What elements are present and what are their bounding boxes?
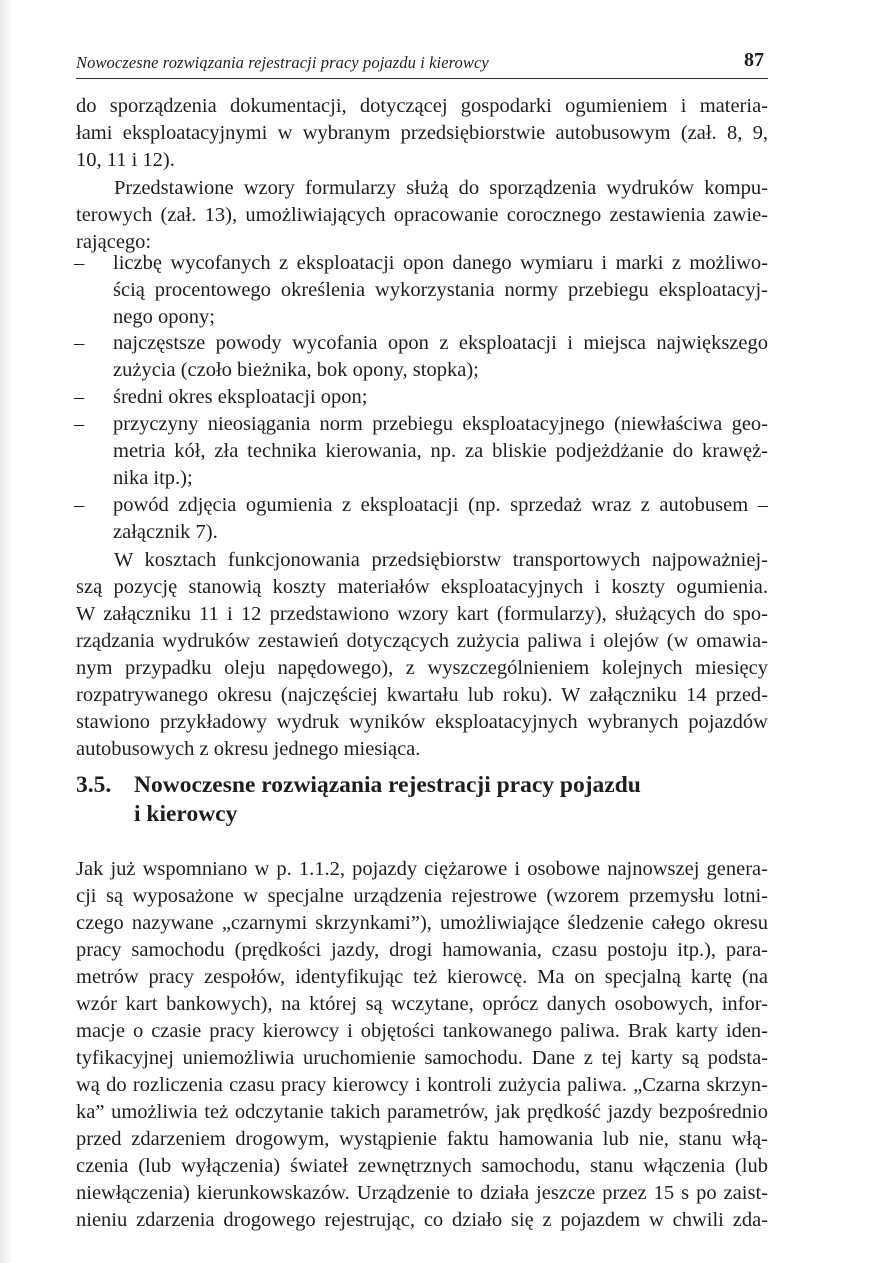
scan-page-edge — [0, 0, 12, 1263]
text-line: załącznik 7). — [113, 521, 218, 543]
list-dash: – — [74, 252, 85, 274]
text-line: czego nazywane „czarnymi skrzynkami”), umożliwiające śledzenie całego okresu — [76, 912, 768, 934]
text-line: do sporządzenia dokumentacji, dotyczącej gospodarki ogumieniem i materia- — [76, 95, 768, 117]
text-line: macje o czasie pracy kierowcy i objętości tankowanego paliwa. Brak karty iden- — [76, 1020, 768, 1042]
list-dash: – — [74, 332, 85, 354]
text-line: przyczyny nieosiągania norm przebiegu eksploatacyjnego (niewłaściwa geo- — [113, 413, 768, 435]
text-line: czenia (lub wyłączenia) świateł zewnętrznych samochodu, stanu włączenia (lub — [76, 1155, 768, 1177]
text-line: ścią procentowego określenia wykorzystania normy przebiegu eksploatacyj- — [113, 279, 768, 301]
text-line: nieniu zdarzenia drogowego rejestrując, co działo się z pojazdem w chwili zda- — [76, 1209, 768, 1231]
text-line: terowych (zał. 13), umożliwiających opracowanie corocznego zestawienia zawie- — [76, 204, 768, 226]
text-line: nika itp.); — [113, 467, 193, 489]
text-line: przed zdarzeniem drogowym, wystąpienie faktu hamowania lub nie, stanu włą- — [76, 1128, 768, 1150]
page-header — [76, 48, 768, 79]
page-number: 87 — [744, 49, 764, 71]
text-line: autobusowych z okresu jednego miesiąca. — [76, 738, 421, 760]
text-line: 10, 11 i 12). — [76, 149, 175, 171]
section-title-line: i kierowcy — [134, 801, 238, 827]
text-line: najczęstsze powody wycofania opon z eksploatacji i miejsca największego — [113, 332, 768, 354]
text-line: rającego: — [76, 231, 152, 253]
section-number: 3.5. — [76, 772, 112, 798]
text-line: ka” umożliwia też odczytanie takich parametrów, jak prędkość jazdy bezpośrednio — [76, 1101, 768, 1123]
text-line: Jak już wspomniano w p. 1.1.2, pojazdy ciężarowe i osobowe najnowszej genera- — [76, 858, 768, 880]
text-line: rządzania wydruków zestawień dotyczących zużycia paliwa i olejów (w omawia- — [76, 630, 768, 652]
text-line: zużycia (czoło bieżnika, bok opony, stopka); — [113, 359, 479, 381]
text-line: liczbę wycofanych z eksploatacji opon danego wymiaru i marki z możliwo- — [113, 252, 768, 274]
text-line: niewłączenia) kierunkowskazów. Urządzenie to działa jeszcze przez 15 s po zaist- — [76, 1182, 768, 1204]
list-dash: – — [74, 413, 85, 435]
text-line: tyfikacyjnej uniemożliwia uruchomienie samochodu. Dane z tej karty są podsta- — [76, 1047, 768, 1069]
text-line: W załączniku 11 i 12 przedstawiono wzory kart (formularzy), służących do spo- — [76, 603, 768, 625]
text-line: cji są wyposażone w specjalne urządzenia rejestrowe (wzorem przemysłu lotni- — [76, 885, 768, 907]
text-line: wzór kart bankowych), na której są wczytane, oprócz danych osobowych, infor- — [76, 993, 768, 1015]
text-line: metrów pracy zespołów, identyfikując też kierowcę. Ma on specjalną kartę (na — [76, 966, 768, 988]
text-line: szą pozycję stanowią koszty materiałów eksploatacyjnych i koszty ogumienia. — [76, 576, 768, 598]
text-line: Przedstawione wzory formularzy służą do sporządzenia wydruków kompu- — [114, 177, 768, 199]
text-line: nym przypadku oleju napędowego), z wyszczególnieniem kolejnych miesięcy — [76, 657, 768, 679]
section-title-line: Nowoczesne rozwiązania rejestracji pracy pojazdu — [134, 772, 641, 798]
list-dash: – — [74, 386, 85, 408]
text-line: średni okres eksploatacji opon; — [113, 386, 368, 408]
text-line: wą do rozliczenia czasu pracy kierowcy i kontroli zużycia paliwa. „Czarna skrzyn- — [76, 1074, 768, 1096]
text-line: metria kół, zła technika kierowania, np. za bliskie podjeżdżanie do krawęż- — [113, 440, 768, 462]
text-line: łami eksploatacyjnymi w wybranym przedsiębiorstwie autobusowym (zał. 8, 9, — [76, 122, 768, 144]
list-dash: – — [74, 494, 85, 516]
text-line: powód zdjęcia ogumienia z eksploatacji (np. sprzedaż wraz z autobusem – — [113, 494, 768, 516]
text-line: W kosztach funkcjonowania przedsiębiorstw transportowych najpoważniej- — [114, 549, 768, 571]
text-line: pracy samochodu (prędkości jazdy, drogi hamowania, czasu postoju itp.), para- — [76, 939, 768, 961]
running-title: Nowoczesne rozwiązania rejestracji pracy pojazdu i kierowcy — [76, 53, 489, 72]
text-line: rozpatrywanego okresu (najczęściej kwartału lub roku). W załączniku 14 przed- — [76, 684, 768, 706]
text-line: nego opony; — [113, 306, 215, 328]
text-line: stawiono przykładowy wydruk wyników eksploatacyjnych wybranych pojazdów — [76, 711, 768, 733]
